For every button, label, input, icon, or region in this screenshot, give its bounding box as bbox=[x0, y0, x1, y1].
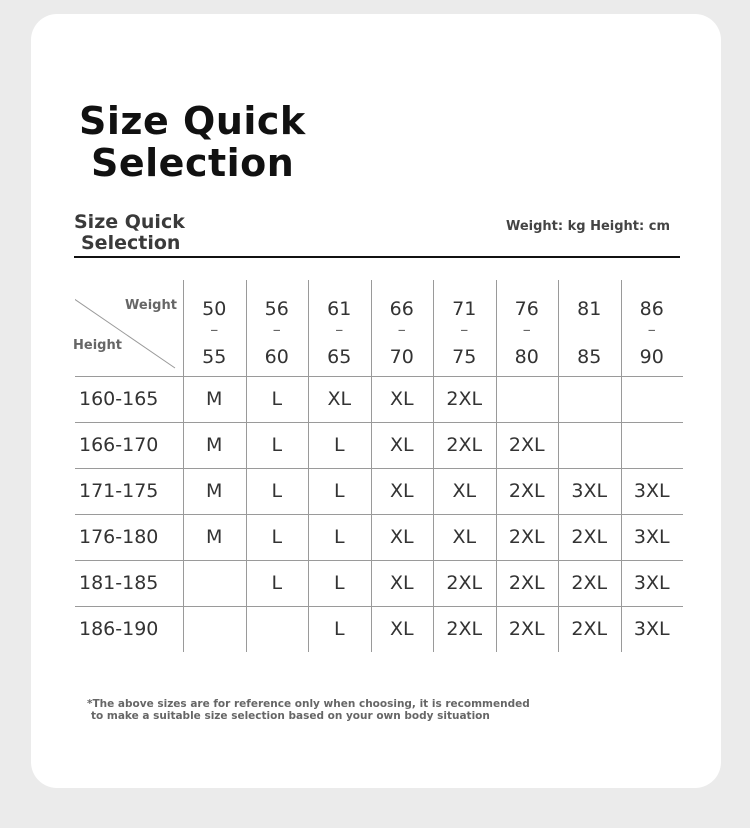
size-cell: L bbox=[333, 618, 345, 640]
size-cell: 2XL bbox=[446, 388, 483, 410]
diagonal-line bbox=[75, 280, 183, 376]
weight-range-max: 85 bbox=[577, 346, 602, 368]
weight-range-max: 70 bbox=[389, 346, 414, 368]
weight-range-dash: – bbox=[335, 320, 344, 339]
weight-range-max: 65 bbox=[327, 346, 352, 368]
disclaimer-line2: to make a suitable size selection based on your own body situation bbox=[91, 710, 490, 722]
weight-range-dash: – bbox=[460, 320, 469, 339]
grid-horizontal-line bbox=[75, 560, 683, 561]
size-cell: 2XL bbox=[446, 572, 483, 594]
weight-range-header bbox=[246, 280, 309, 376]
disclaimer-note bbox=[87, 698, 530, 722]
size-cell: M bbox=[206, 434, 223, 456]
size-cell: M bbox=[206, 480, 223, 502]
size-cell: M bbox=[206, 388, 223, 410]
size-cell: L bbox=[271, 480, 283, 502]
weight-range-min: 76 bbox=[514, 298, 539, 320]
weight-range-dash: – bbox=[397, 320, 406, 339]
size-cell: 2XL bbox=[508, 434, 545, 456]
size-cell: XL bbox=[389, 480, 414, 502]
weight-range-max: 90 bbox=[639, 346, 664, 368]
weight-range-min: 81 bbox=[577, 298, 602, 320]
size-cell: XL bbox=[389, 572, 414, 594]
weight-range-min: 50 bbox=[202, 298, 227, 320]
grid-horizontal-line bbox=[75, 376, 683, 377]
weight-range-max: 60 bbox=[264, 346, 289, 368]
grid-horizontal-line bbox=[75, 422, 683, 423]
size-cell: 3XL bbox=[633, 480, 670, 502]
size-cell: L bbox=[333, 480, 345, 502]
size-cell: 2XL bbox=[571, 526, 608, 548]
weight-range-header bbox=[621, 280, 684, 376]
size-cell: L bbox=[271, 388, 283, 410]
weight-range-dash: – bbox=[272, 320, 281, 339]
grid-vertical-line bbox=[621, 280, 622, 652]
section-title bbox=[74, 212, 185, 254]
size-cell: L bbox=[333, 572, 345, 594]
weight-range-min: 61 bbox=[327, 298, 352, 320]
corner-height-label: Height bbox=[73, 338, 122, 353]
section-title-line1: Size Quick bbox=[74, 211, 185, 233]
weight-range-max: 80 bbox=[514, 346, 539, 368]
disclaimer-line1: *The above sizes are for reference only when choosing, it is recommended bbox=[87, 698, 530, 710]
size-cell: L bbox=[333, 526, 345, 548]
size-cell: XL bbox=[452, 526, 477, 548]
weight-range-dash: – bbox=[647, 320, 656, 339]
weight-range-min: 66 bbox=[389, 298, 414, 320]
weight-range-header bbox=[308, 280, 371, 376]
height-range-label: 171-175 bbox=[79, 480, 159, 502]
weight-range-header bbox=[496, 280, 559, 376]
page-title-line1: Size Quick bbox=[79, 99, 306, 143]
size-chart-card bbox=[31, 14, 721, 788]
weight-range-max: 55 bbox=[202, 346, 227, 368]
height-range-label: 166-170 bbox=[79, 434, 159, 456]
height-range-label: 186-190 bbox=[79, 618, 159, 640]
grid-vertical-line bbox=[496, 280, 497, 652]
weight-range-header bbox=[433, 280, 496, 376]
size-cell: L bbox=[271, 434, 283, 456]
size-cell: XL bbox=[389, 388, 414, 410]
size-cell: L bbox=[333, 434, 345, 456]
grid-vertical-line bbox=[308, 280, 309, 652]
size-cell: M bbox=[206, 526, 223, 548]
weight-range-min: 71 bbox=[452, 298, 477, 320]
weight-range-header bbox=[558, 280, 621, 376]
grid-vertical-line bbox=[433, 280, 434, 652]
size-cell: XL bbox=[327, 388, 352, 410]
size-cell: 3XL bbox=[571, 480, 608, 502]
size-cell: 2XL bbox=[508, 618, 545, 640]
corner-header bbox=[75, 280, 183, 376]
height-range-label: 176-180 bbox=[79, 526, 159, 548]
units-label: Weight: kg Height: cm bbox=[505, 219, 670, 234]
weight-range-min: 86 bbox=[639, 298, 664, 320]
size-cell: 3XL bbox=[633, 572, 670, 594]
size-cell: 3XL bbox=[633, 526, 670, 548]
weight-range-max: 75 bbox=[452, 346, 477, 368]
page-title bbox=[79, 100, 306, 184]
grid-vertical-line bbox=[183, 280, 184, 652]
weight-range-dash: – bbox=[210, 320, 219, 339]
page-title-line2: Selection bbox=[91, 141, 295, 185]
grid-horizontal-line bbox=[75, 514, 683, 515]
size-cell: 3XL bbox=[633, 618, 670, 640]
size-cell: XL bbox=[389, 434, 414, 456]
grid-horizontal-line bbox=[75, 468, 683, 469]
size-table bbox=[75, 280, 677, 654]
size-cell: L bbox=[271, 572, 283, 594]
corner-weight-label: Weight bbox=[125, 298, 177, 313]
size-cell: 2XL bbox=[446, 434, 483, 456]
grid-horizontal-line bbox=[75, 606, 683, 607]
size-cell: XL bbox=[389, 618, 414, 640]
size-cell: 2XL bbox=[508, 572, 545, 594]
title-divider bbox=[74, 256, 680, 258]
size-cell: 2XL bbox=[508, 526, 545, 548]
size-cell: 2XL bbox=[446, 618, 483, 640]
grid-vertical-line bbox=[558, 280, 559, 652]
grid-vertical-line bbox=[371, 280, 372, 652]
weight-range-dash: – bbox=[522, 320, 531, 339]
size-cell: XL bbox=[452, 480, 477, 502]
size-cell: XL bbox=[389, 526, 414, 548]
section-title-line2: Selection bbox=[81, 232, 181, 254]
size-cell: 2XL bbox=[571, 618, 608, 640]
weight-range-header bbox=[183, 280, 246, 376]
weight-range-min: 56 bbox=[264, 298, 289, 320]
grid-vertical-line bbox=[246, 280, 247, 652]
size-cell: 2XL bbox=[508, 480, 545, 502]
size-cell: L bbox=[271, 526, 283, 548]
weight-range-header bbox=[371, 280, 434, 376]
size-cell: 2XL bbox=[571, 572, 608, 594]
height-range-label: 181-185 bbox=[79, 572, 159, 594]
height-range-label: 160-165 bbox=[79, 388, 159, 410]
